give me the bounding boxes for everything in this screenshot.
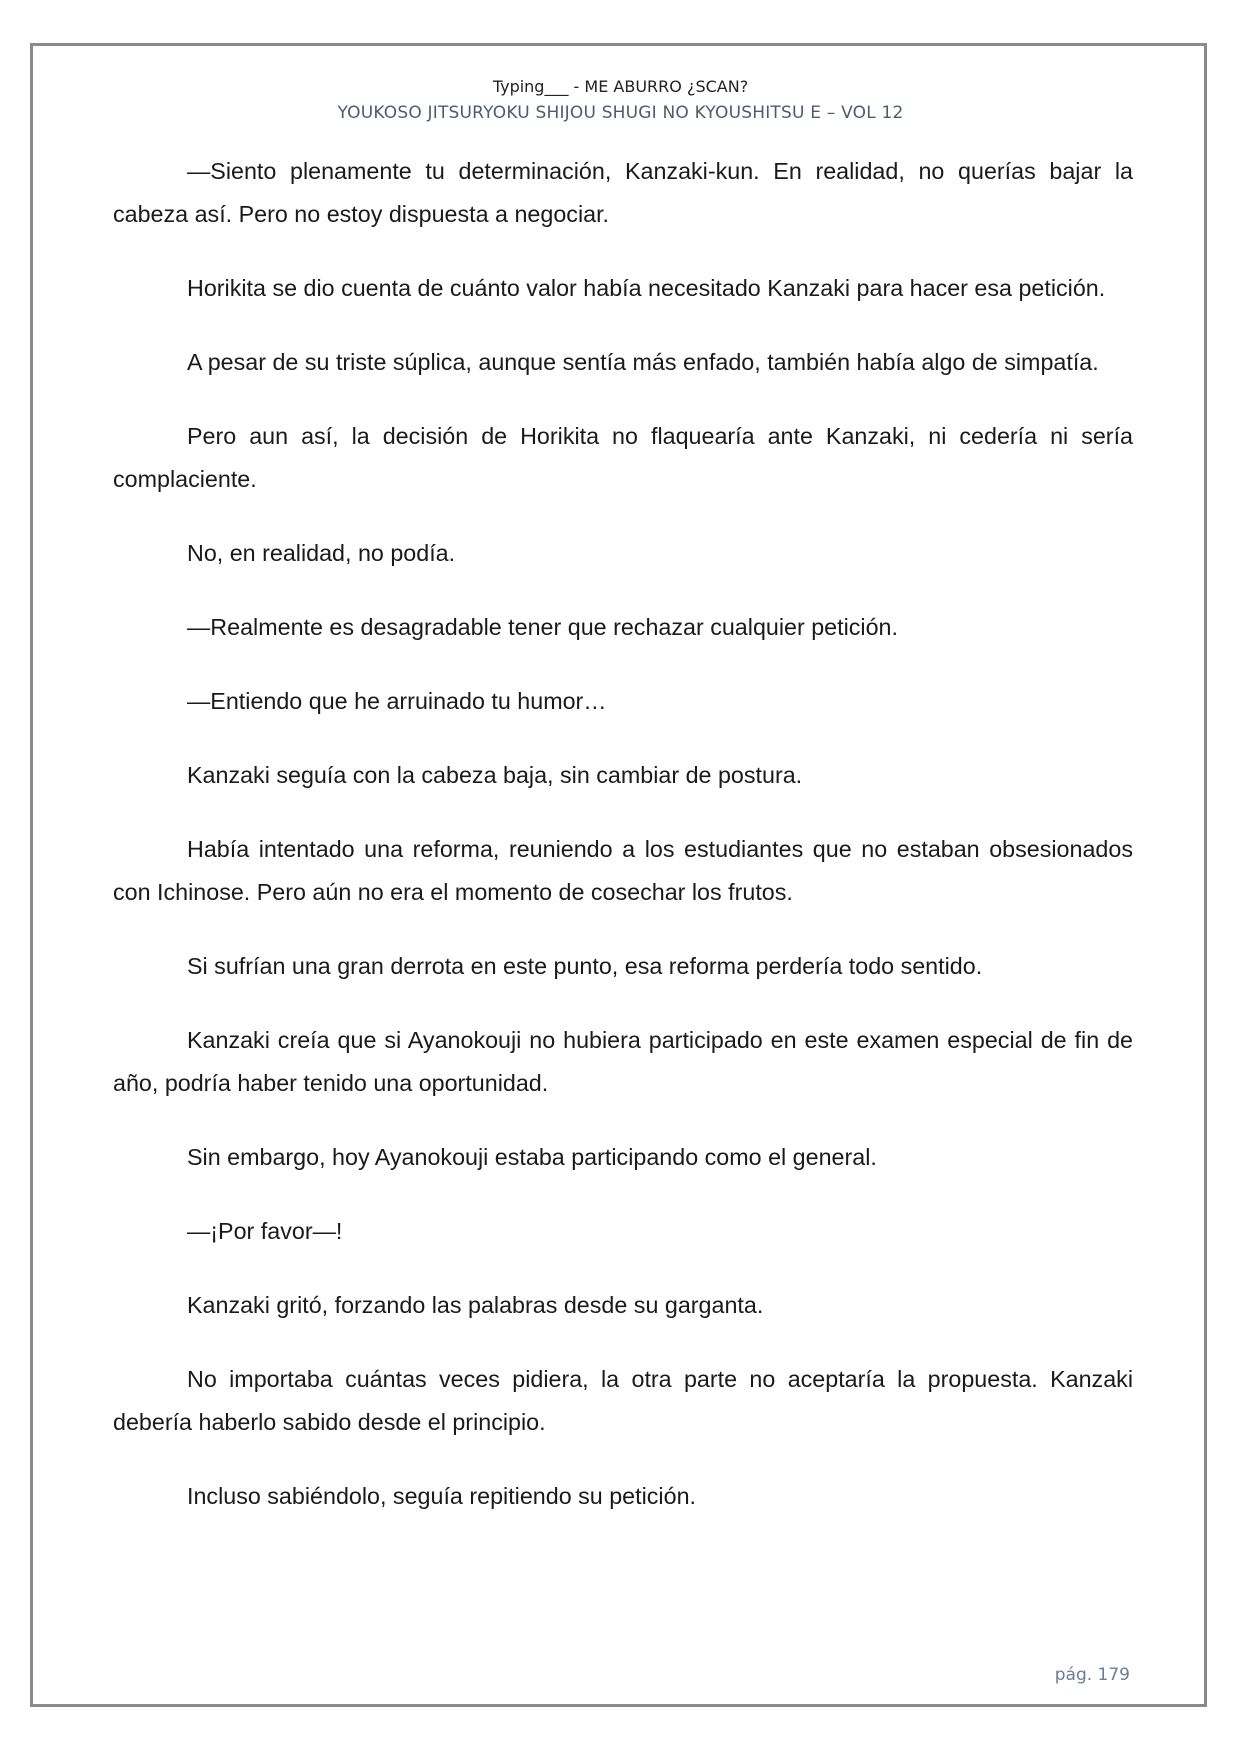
paragraph: —Realmente es desagradable tener que rechazar cualquier petición. xyxy=(187,614,898,640)
paragraph: Kanzaki gritó, forzando las palabras desde su garganta. xyxy=(187,1292,764,1318)
page-number: pág. 179 xyxy=(1054,1665,1130,1685)
paragraph: —Entiendo que he arruinado tu humor… xyxy=(187,688,607,714)
paragraph: Si sufrían una gran derrota en este punto, esa reforma perdería todo sentido. xyxy=(187,953,983,979)
paragraph: Horikita se dio cuenta de cuánto valor había necesitado Kanzaki para hacer esa petición. xyxy=(187,275,1106,301)
document-body xyxy=(113,150,1133,1549)
header-title: YOUKOSO JITSURYOKU SHIJOU SHUGI NO KYOUSHITSU E – VOL 12 xyxy=(337,103,904,123)
paragraph: A pesar de su triste súplica, aunque sentía más enfado, también había algo de simpatía. xyxy=(187,349,1099,375)
paragraph: No importaba cuántas veces pidiera, la otra parte no aceptaría la propuesta. Kanzaki debería haberlo sabido desde el principio. xyxy=(113,1366,1133,1435)
paragraph: No, en realidad, no podía. xyxy=(187,540,456,566)
paragraph: Kanzaki creía que si Ayanokouji no hubiera participado en este examen especial de fin de año, podría haber tenido una oportunidad. xyxy=(113,1027,1133,1096)
header-source: Typing___ - ME ABURRO ¿SCAN? xyxy=(492,77,749,96)
paragraph: Incluso sabiéndolo, seguía repitiendo su petición. xyxy=(187,1483,696,1509)
paragraph: Había intentado una reforma, reuniendo a los estudiantes que no estaban obsesionados con Ichinose. Pero aún no era el momento de cosechar los frutos. xyxy=(113,836,1133,905)
paragraph: Sin embargo, hoy Ayanokouji estaba participando como el general. xyxy=(187,1144,877,1170)
paragraph: —Siento plenamente tu determinación, Kanzaki-kun. En realidad, no querías bajar la cabeza así. Pero no estoy dispuesta a negociar. xyxy=(113,158,1133,227)
paragraph: —¡Por favor—! xyxy=(187,1218,343,1244)
paragraph: Pero aun así, la decisión de Horikita no flaquearía ante Kanzaki, ni cedería ni sería complaciente. xyxy=(113,423,1133,492)
paragraph: Kanzaki seguía con la cabeza baja, sin cambiar de postura. xyxy=(187,762,803,788)
